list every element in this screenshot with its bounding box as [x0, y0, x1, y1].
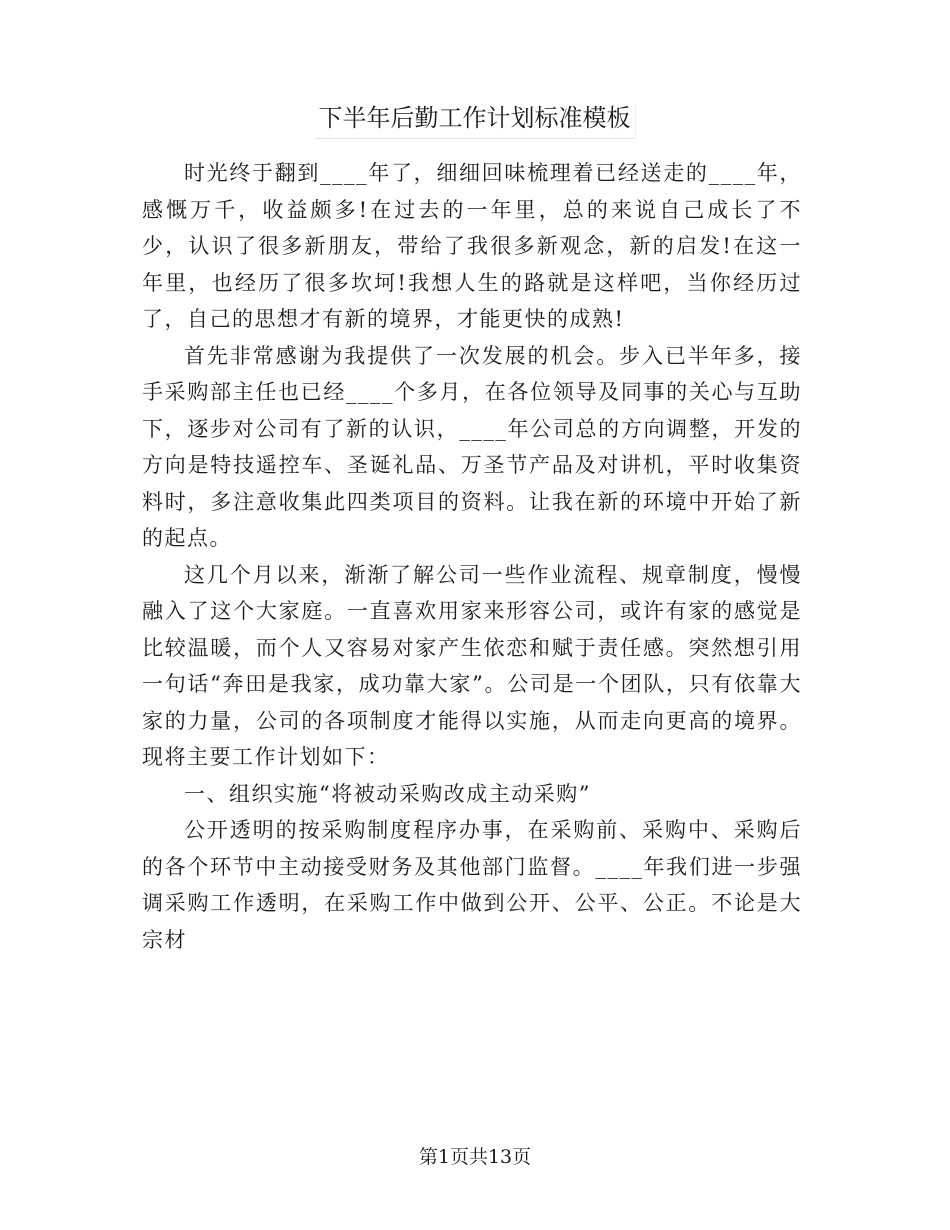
paragraph: 公开透明的按采购制度程序办事，在采购前、采购中、采购后的各个环节中主动接受财务及其他部门监督。____年我们进一步强调采购工作透明，在采购工作中做到公开、公平、公正。不论是大宗材	[142, 818, 802, 952]
document-title	[0, 100, 950, 136]
page-number-footer: 第1页共13页	[418, 1146, 532, 1168]
paragraph: 时光终于翻到____年了，细细回味梳理着已经送走的____年，感慨万千，收益颇多!在过去的一年里，总的来说自己成长了不少，认识了很多新朋友，带给了我很多新观念，新的启发!在这一年里，也经历了很多坎坷!我想人生的路就是这样吧，当你经历过了，自己的思想才有新的境界，才能更快的成熟!	[142, 161, 802, 331]
document-body	[142, 155, 802, 958]
paragraph: 首先非常感谢为我提供了一次发展的机会。步入已半年多，接手采购部主任也已经____个多月，在各位领导及同事的关心与互助下，逐步对公司有了新的认识，____年公司总的方向调整，开发的方向是特技遥控车、圣诞礼品、万圣节产品及对讲机，平时收集资料时，多注意收集此四类项目的资料。让我在新的环境中开始了新的起点。	[142, 343, 802, 550]
section-heading: 一、组织实施“将被动采购改成主动采购”	[184, 781, 591, 806]
document-title-text: 下半年后勤工作计划标准模板	[315, 104, 636, 139]
paragraph: 这几个月以来，渐渐了解公司一些作业流程、规章制度，慢慢融入了这个大家庭。一直喜欢用家来形容公司，或许有家的感觉是比较温暖，而个人又容易对家产生依恋和赋于责任感。突然想引用一句话“奔田是我家，成功靠大家”。公司是一个团队，只有依靠大家的力量，公司的各项制度才能得以实施，从而走向更高的境界。现将主要工作计划如下：	[142, 562, 802, 769]
